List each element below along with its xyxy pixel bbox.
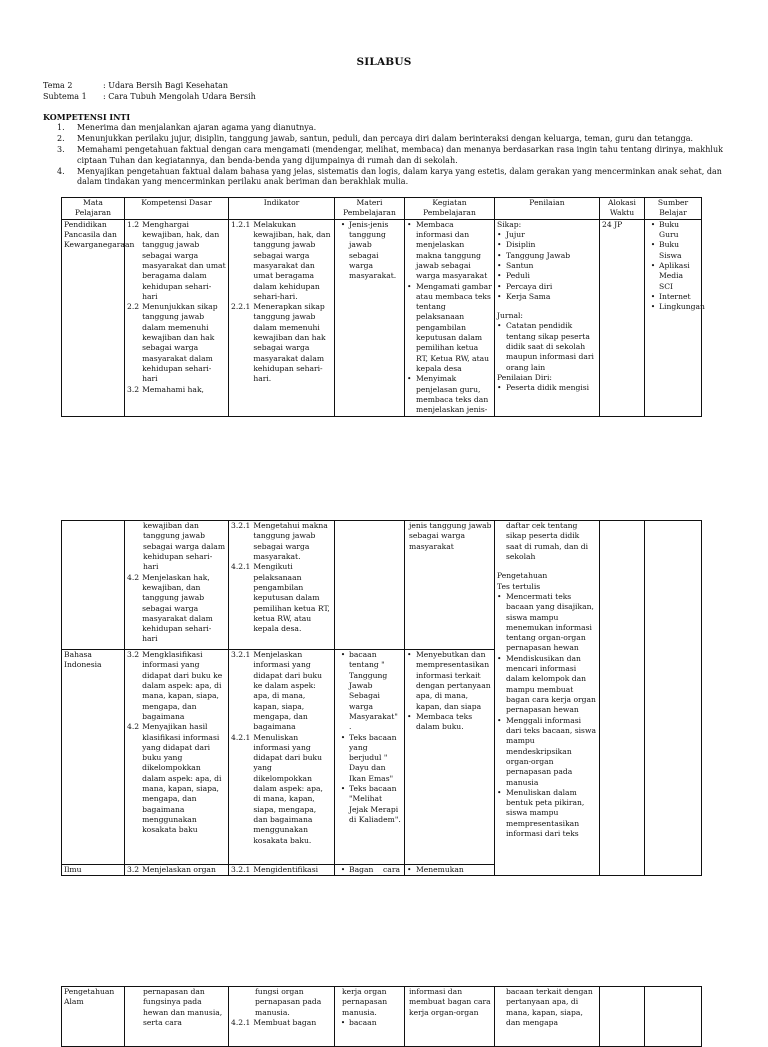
header-alokasi: Alokasi Waktu <box>600 198 645 220</box>
cell-indikator <box>229 987 335 1047</box>
header-penilaian: Penilaian <box>495 198 600 220</box>
sumber-text: Aplikasi Media SCI <box>659 260 690 291</box>
bullet-icon: • <box>340 219 346 229</box>
kegiatan-item <box>407 712 492 733</box>
bullet-icon: • <box>497 250 502 260</box>
kd-text: Menyajikan hasil klasifikasi informasi yang didapat dari buku yang dikelompokkan dalam aspek: apa, di mana, kapan, siapa, mengapa, dan bagaimana menggunakan kosakata baku <box>142 722 222 835</box>
ki-title: KOMPETENSI INTI <box>43 112 131 122</box>
materi-item <box>337 865 402 875</box>
kegiatan-text: Menyebutkan dan mempresentasikan informasi terkait dengan pertanyaan apa, di mana, kapan, dan siapa <box>416 650 491 711</box>
ki-number: 3. <box>57 145 65 155</box>
penilaian-item <box>497 271 597 281</box>
kd-item <box>127 220 226 303</box>
cell-kd <box>125 865 229 876</box>
kegiatan-text: Mengamati gambar atau membaca teks tentang pelaksanaan pengambilan keputusan dalam pemilihan ketua RT, Ketua RW, atau kepala desa <box>416 281 492 373</box>
materi-text: bacaan tentang " Tanggung Jawab Sebagai warga Masyarakat" . <box>349 650 398 732</box>
meta-subtema-value: : Cara Tubuh Mengolah Udara Bersih <box>103 91 256 101</box>
ki-text: Menerima dan menjalankan ajaran agama yang dianutnya. <box>77 123 317 132</box>
kegiatan-item <box>407 220 492 282</box>
penilaian-text: Catatan pendidik tentang sikap peserta didik saat di sekolah maupun informasi dari orang lain <box>506 321 594 372</box>
cell-kd <box>125 521 229 650</box>
kd-text: Memahami hak, <box>142 384 204 394</box>
materi-text: Teks bacaan yang berjudul " Dayu dan Ikan Emas" <box>349 732 397 783</box>
header-indikator: Indikator <box>229 198 335 220</box>
bullet-icon: • <box>407 865 412 874</box>
kd-item <box>127 302 226 385</box>
bullet-icon: • <box>497 291 502 301</box>
indicator-text: Menuliskan informasi yang didapat dari buku yang dikelompokkan dalam aspek: apa, di mana, kapan, siapa, mengapa, dan bagaimana menggunakan kosakata baku. <box>253 732 323 845</box>
bullet-icon: • <box>650 302 656 312</box>
penilaian-item <box>497 321 597 373</box>
syllabus-table-3 <box>61 986 702 1047</box>
bullet-icon: • <box>497 653 502 663</box>
bullet-icon: • <box>497 591 502 601</box>
kegiatan-text: jenis tanggung jawab sebagai warga masyarakat <box>409 521 492 551</box>
penilaian-text: Disiplin <box>506 240 536 250</box>
cell-penilaian <box>495 219 600 416</box>
bullet-icon: • <box>407 219 412 229</box>
bullet-icon: • <box>650 240 656 250</box>
cell-mapel: Ilmu <box>62 865 125 876</box>
meta-tema <box>43 81 256 92</box>
meta-info <box>43 81 256 102</box>
penilaian-item <box>497 261 597 271</box>
indicator-item <box>231 562 332 634</box>
sumber-item <box>647 220 699 241</box>
ki-item <box>43 134 723 145</box>
syllabus-table-1 <box>61 197 705 417</box>
ki-number: 2. <box>57 134 65 144</box>
bullet-icon: • <box>497 715 502 725</box>
ki-list <box>43 123 723 188</box>
penilaian-text: bacaan terkait dengan pertanyaan apa, di mana, kapan, siapa, dan mengapa <box>506 987 593 1027</box>
bullet-icon: • <box>340 1017 346 1027</box>
penilaian-text: Jujur <box>506 229 525 239</box>
kd-text: Menjelaskan organ <box>142 865 216 874</box>
kegiatan-text: Menemukan <box>416 865 464 874</box>
kd-item <box>127 722 226 835</box>
indicator-item <box>231 733 332 846</box>
table-row <box>62 521 702 650</box>
table-row <box>62 219 702 416</box>
syllabus-table-2 <box>61 520 702 876</box>
penilaian-text: Santun <box>506 260 534 270</box>
ki-number: 4. <box>57 166 65 176</box>
indicator-text: Menerapkan sikap tanggung jawab dalam memenuhi kewajiban dan hak sebagai warga masyarakat dalam kehidupan sehari-hari. <box>253 302 326 384</box>
indicator-number: 3.2.1 <box>231 650 251 659</box>
indicator-number: 4.2.1 <box>231 1017 251 1027</box>
indicator-text: Melakukan kewajiban, hak, dan tanggung jawab sebagai warga masyarakat dan umat beragama dalam kehidupan sehari-hari. <box>253 219 331 301</box>
materi-text: Bagan cara <box>349 865 400 874</box>
bullet-icon: • <box>497 281 502 291</box>
kd-text: Menghargai kewajiban, hak, dan tanggug jawab sebagai warga masyarakat dan umat beragama dalam kehidupan sehari-hari <box>142 219 226 301</box>
indicator-number: 1.2.1 <box>231 219 251 229</box>
ki-item <box>43 123 723 134</box>
bullet-icon: • <box>650 291 656 301</box>
cell-sumber <box>645 987 702 1047</box>
cell-kegiatan <box>405 219 495 416</box>
penilaian-item <box>497 292 597 302</box>
meta-tema-value: : Udara Bersih Bagi Kesehatan <box>103 81 229 90</box>
meta-subtema <box>43 92 256 103</box>
kd-text: Menunjukkan sikap tanggung jawab dalam memenuhi kewajiban dan hak sebagai warga masyarakat dalam kehidupan sehari-hari <box>142 302 218 384</box>
header-kegiatan: Kegiatan Pembelajaran <box>405 198 495 220</box>
indicator-item <box>231 650 332 733</box>
sumber-item <box>647 261 699 292</box>
penilaian-item <box>497 251 597 261</box>
penilaian-diri-label: Penilaian Diri: <box>497 373 552 382</box>
tes-tertulis-label: Tes tertulis <box>497 581 541 591</box>
cell-kd <box>125 650 229 865</box>
cell-materi <box>335 865 405 876</box>
ki-item <box>43 167 723 188</box>
cell-materi <box>335 219 405 416</box>
indicator-item <box>231 865 332 875</box>
penilaian-text: Menggali informasi dari teks bacaan, siswa mampu mendeskripsikan organ-organ pernapasan pada manusia <box>506 715 596 787</box>
cell-indikator <box>229 521 335 650</box>
bullet-icon: • <box>407 711 412 721</box>
indicator-number: 2.2.1 <box>231 302 251 312</box>
cell-kd <box>125 219 229 416</box>
cell-mapel: Pengetahuan Alam <box>62 987 125 1047</box>
cell-kegiatan <box>405 865 495 876</box>
penilaian-text: Percaya diri <box>506 281 553 291</box>
ki-text: Menyajikan pengetahuan faktual dalam bahasa yang jelas, sistematis dan logis, dalam karya yang estetis, dalam gerakan yang mencerminkan anak sehat, dan dalam tindakan yang mencerminkan perilaku anak beriman dan berakhlak mulia. <box>77 166 722 187</box>
kd-item <box>127 573 226 645</box>
bullet-icon: • <box>497 383 502 393</box>
kd-number: 3.2 <box>127 865 140 874</box>
cell-penilaian <box>495 521 600 876</box>
kd-number: 3.2 <box>127 384 140 394</box>
penilaian-text: Mendiskusikan dan mencari informasi dalam kelompok dan mampu membuat bagan cara kerja organ pernapasan hewan <box>506 653 596 715</box>
indicator-item <box>231 220 332 303</box>
kegiatan-text: Membaca informasi dan menjelaskan makna tanggung jawab sebagai warga masyarakat <box>416 219 488 281</box>
kegiatan-text: Menyimak penjelasan guru, membaca teks dan menjelaskan jenis- <box>416 374 489 415</box>
materi-item <box>337 220 402 282</box>
materi-text: Jenis-jenis tanggung jawab sebagai warga masyarakat. <box>349 219 397 281</box>
bullet-icon: • <box>497 229 502 239</box>
kegiatan-item <box>407 374 492 415</box>
materi-item <box>337 733 402 785</box>
penilaian-item <box>497 654 597 716</box>
cell-kd <box>125 987 229 1047</box>
ki-number: 1. <box>57 123 65 132</box>
kegiatan-text: informasi dan membuat bagan cara kerja organ-organ <box>409 987 491 1017</box>
bullet-icon: • <box>340 865 346 874</box>
kd-text: Menjelaskan hak, kewajiban, dan tanggung jawab sebagai warga masyarakat dalam kehidupan sehari-hari <box>142 572 213 644</box>
cell-alokasi <box>600 521 645 876</box>
bullet-icon: • <box>497 260 502 270</box>
ki-text: Menunjukkan perilaku jujur, disiplin, tanggung jawab, santun, peduli, dan percaya diri dalam berinteraksi dengan keluarga, teman, guru dan tetangga. <box>77 134 694 144</box>
penilaian-text: Kerja Sama <box>506 291 551 301</box>
penilaian-text: Mencermati teks bacaan yang disajikan, siswa mampu menemukan informasi tentang organ-organ pernapasan hewan <box>506 591 594 653</box>
sumber-item <box>647 292 699 302</box>
indicator-number: 3.2.1 <box>231 865 251 874</box>
header-materi: Materi Pembelajaran <box>335 198 405 220</box>
kd-number: 4.2 <box>127 572 140 582</box>
indicator-text: Mengetahui makna tanggung jawab sebagai warga masyarakat. <box>253 521 328 561</box>
indicator-number: 3.2.1 <box>231 521 251 530</box>
penilaian-item <box>497 240 597 250</box>
bullet-icon: • <box>650 260 656 270</box>
indicator-text: Membuat bagan <box>253 1017 317 1027</box>
indicator-item <box>231 302 332 385</box>
bullet-icon: • <box>497 787 502 797</box>
indicator-text: Menjelaskan informasi yang didapat dari buku ke dalam aspek: apa, di mana, kapan, siapa, mengapa, dan bagaimana <box>253 650 322 732</box>
ki-text: Memahami pengetahuan faktual dengan cara mengamati (mendengar, melihat, membaca) dan menanya berdasarkan rasa ingin tahu tentang dirinya, makhluk ciptaan Tuhan dan kegiatannya, dan benda-benda yang dijumpainya di rumah dan di sekolah. <box>77 145 723 165</box>
indicator-item <box>231 521 332 562</box>
cell-indikator <box>229 650 335 865</box>
materi-item <box>337 1018 402 1028</box>
jurnal-label: Jurnal: <box>497 311 523 321</box>
ki-item <box>43 145 723 166</box>
cell-mapel: Pendidikan Pancasila dan Kewarganegaraan <box>62 219 125 416</box>
indicator-text: Mengidentifikasi <box>253 865 319 874</box>
bullet-icon: • <box>407 374 412 384</box>
cell-alokasi <box>600 987 645 1047</box>
sumber-item <box>647 240 699 261</box>
penilaian-item <box>497 230 597 240</box>
kd-text: kewajiban dan tanggung jawab sebagai warga dalam kehidupan sehari-hari <box>143 521 226 572</box>
cell-mapel: Bahasa Indonesia <box>62 650 125 865</box>
penilaian-item <box>497 383 597 393</box>
cell-materi <box>335 650 405 865</box>
cell-materi <box>335 987 405 1047</box>
header-row <box>62 198 702 220</box>
kd-number: 2.2 <box>127 302 140 312</box>
sumber-text: Buku Siswa <box>659 240 682 260</box>
materi-item <box>337 784 402 825</box>
kegiatan-item <box>407 865 492 875</box>
materi-item <box>337 650 402 733</box>
document-title: SILABUS <box>356 56 412 68</box>
kd-item <box>127 385 226 395</box>
penilaian-item <box>497 282 597 292</box>
cell-kegiatan <box>405 521 495 650</box>
cell-kegiatan <box>405 650 495 865</box>
penilaian-text: Peserta didik mengisi <box>506 383 590 393</box>
indicator-text: fungsi organ pernapasan pada manusia. <box>255 987 322 1017</box>
kegiatan-text: Membaca teks dalam buku. <box>416 711 473 732</box>
sumber-item <box>647 302 705 312</box>
kd-item <box>127 650 226 722</box>
bullet-icon: • <box>340 732 346 742</box>
bullet-icon: • <box>497 240 502 250</box>
indicator-number: 4.2.1 <box>231 562 251 572</box>
kd-number: 3.2 <box>127 650 140 659</box>
cell-indikator <box>229 865 335 876</box>
indicator-item <box>231 1018 332 1028</box>
bullet-icon: • <box>650 219 656 229</box>
header-mapel: Mata Pelajaran <box>62 198 125 220</box>
pengetahuan-label: Pengetahuan <box>497 571 548 581</box>
bullet-icon: • <box>407 281 412 291</box>
meta-tema-label: Tema 2 <box>43 81 73 90</box>
kd-number: 1.2 <box>127 219 140 229</box>
kd-text: pernapasan dan fungsinya pada hewan dan manusia, serta cara <box>143 987 223 1027</box>
meta-subtema-label: Subtema 1 <box>43 91 87 101</box>
bullet-icon: • <box>340 784 346 794</box>
penilaian-text: daftar cek tentang sikap peserta didik saat di rumah, dan di sekolah <box>506 521 589 561</box>
cell-sumber <box>645 219 705 416</box>
penilaian-item <box>497 788 597 840</box>
bullet-icon: • <box>497 321 502 331</box>
penilaian-item <box>497 592 597 654</box>
cell-kegiatan <box>405 987 495 1047</box>
bullet-icon: • <box>407 650 412 659</box>
indicator-number: 4.2.1 <box>231 732 251 742</box>
penilaian-text: Menuliskan dalam bentuk peta pikiran, siswa mampu mempresentasikan informasi dari teks <box>506 787 585 839</box>
cell-alokasi: 24 JP <box>600 219 645 416</box>
kegiatan-item <box>407 650 492 712</box>
cell-sumber <box>645 521 702 876</box>
materi-text: kerja organ pernapasan manusia. <box>342 987 388 1017</box>
header-sumber: Sumber Belajar <box>645 198 702 220</box>
sumber-text: Internet <box>659 291 691 301</box>
kd-item <box>127 865 226 875</box>
sumber-text: Lingkungan <box>659 302 705 312</box>
cell-indikator <box>229 219 335 416</box>
kd-number: 4.2 <box>127 722 140 732</box>
cell-mapel <box>62 521 125 650</box>
penilaian-sikap-label: Sikap: <box>497 219 522 229</box>
kd-text: Mengklasifikasi informasi yang didapat dari buku ke dalam aspek: apa, di mana, kapan, siapa, mengapa, dan bagaimana <box>142 650 223 721</box>
bullet-icon: • <box>497 271 502 281</box>
materi-text: Teks bacaan "Melihat Jejak Merapi di Kaliadem". <box>349 784 401 824</box>
sumber-text: Buku Guru <box>659 219 679 239</box>
bullet-icon: • <box>340 650 346 659</box>
cell-penilaian <box>495 987 600 1047</box>
header-kd: Kompetensi Dasar <box>125 198 229 220</box>
table-row <box>62 987 702 1047</box>
materi-text: bacaan <box>349 1017 377 1027</box>
penilaian-text: Peduli <box>506 271 530 281</box>
kegiatan-item <box>407 282 492 375</box>
penilaian-item <box>497 716 597 788</box>
penilaian-text: Tanggung Jawab <box>506 250 571 260</box>
cell-materi <box>335 521 405 650</box>
indicator-text: Mengikuti pelaksanaan pengambilan keputusan dalam pemilihan ketua RT, ketua RW, atau kepala desa. <box>253 562 330 634</box>
